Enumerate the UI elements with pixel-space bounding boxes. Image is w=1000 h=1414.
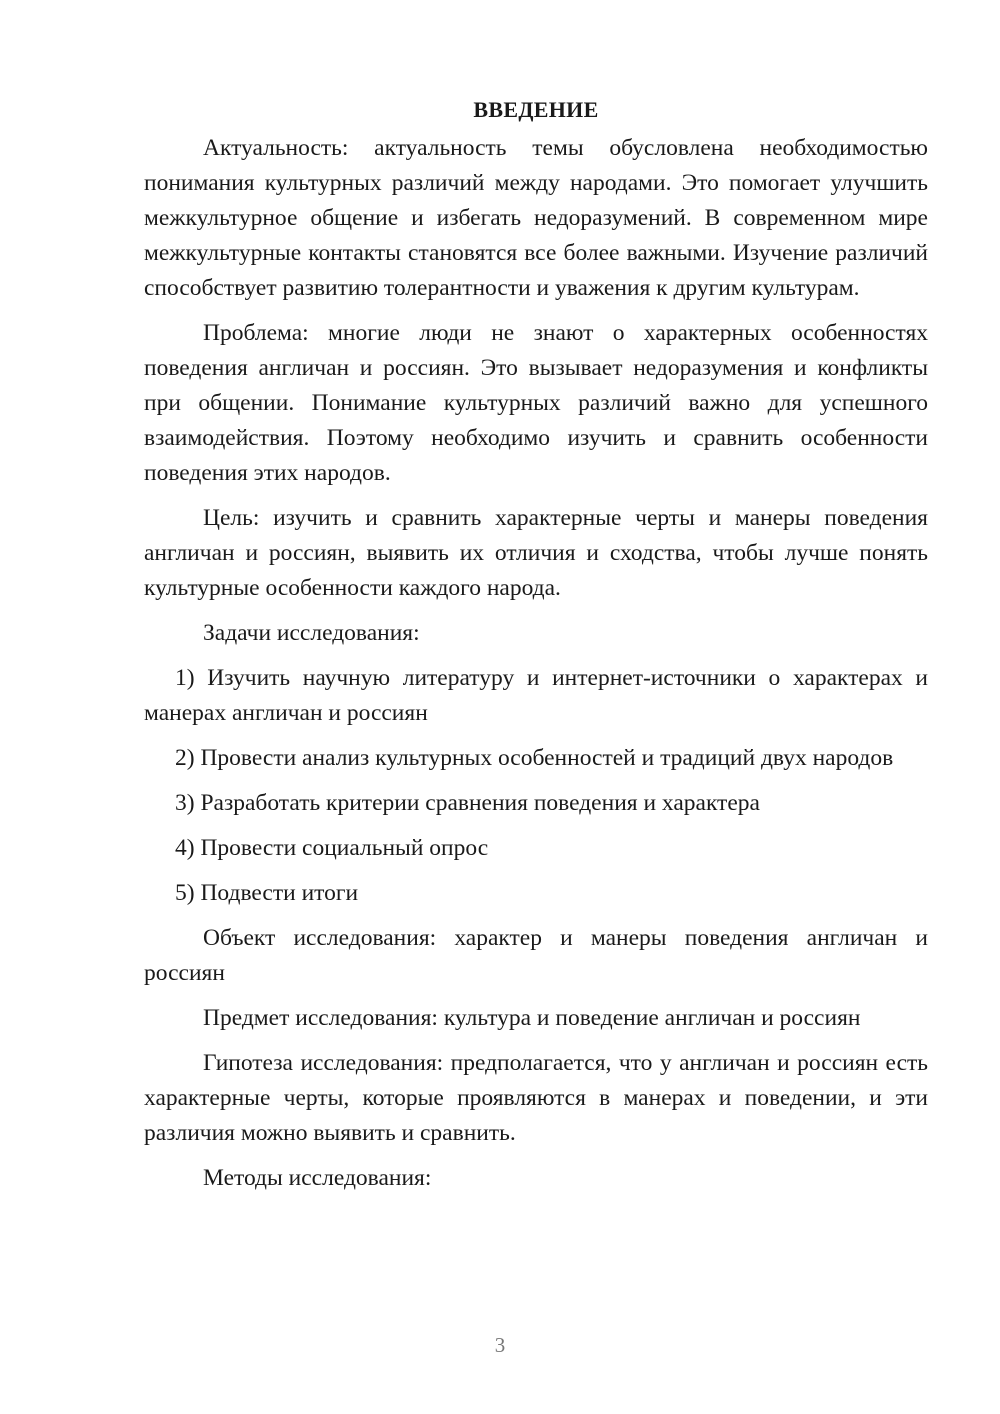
problem-paragraph: Проблема: многие люди не знают о характерных особенностях поведения англичан и россиян. Это вызывает недоразумения и конфликты при общении. Понимание культурных различий важно для успешного взаимодействия. Поэтому необходимо изучить и сравнить особенности поведения этих народов. — [144, 320, 928, 486]
section-title: ВВЕДЕНИЕ — [473, 97, 599, 122]
page-number: 3 — [494, 1333, 506, 1357]
object-paragraph: Объект исследования: характер и манеры поведения англичан и россиян — [144, 925, 928, 986]
task-item: 2) Провести анализ культурных особенностей и традиций двух народов — [175, 745, 894, 771]
page-content — [144, 92, 928, 1206]
methods-heading: Методы исследования: — [203, 1165, 432, 1191]
task-item: 3) Разработать критерии сравнения поведения и характера — [175, 790, 760, 816]
tasks-heading: Задачи исследования: — [203, 620, 420, 646]
task-item: 4) Провести социальный опрос — [175, 835, 489, 861]
task-item: 5) Подвести итоги — [175, 880, 359, 906]
goal-paragraph: Цель: изучить и сравнить характерные черты и манеры поведения англичан и россиян, выявить их отличия и сходства, чтобы лучше понять культурные особенности каждого народа. — [144, 505, 928, 601]
hypothesis-paragraph: Гипотеза исследования: предполагается, что у англичан и россиян есть характерные черты, которые проявляются в манерах и поведении, и эти различия можно выявить и сравнить. — [144, 1050, 928, 1146]
task-item: 1) Изучить научную литературу и интернет-источники о характерах и манерах англичан и россиян — [144, 665, 928, 726]
relevance-paragraph: Актуальность: актуальность темы обусловлена необходимостью понимания культурных различий между народами. Это помогает улучшить межкультурное общение и избегать недоразумений. В современном мире межкультурные контакты становятся все более важными. Изучение различий способствует развитию толерантности и уважения к другим культурам. — [144, 135, 928, 301]
subject-paragraph: Предмет исследования: культура и поведение англичан и россиян — [203, 1005, 861, 1031]
